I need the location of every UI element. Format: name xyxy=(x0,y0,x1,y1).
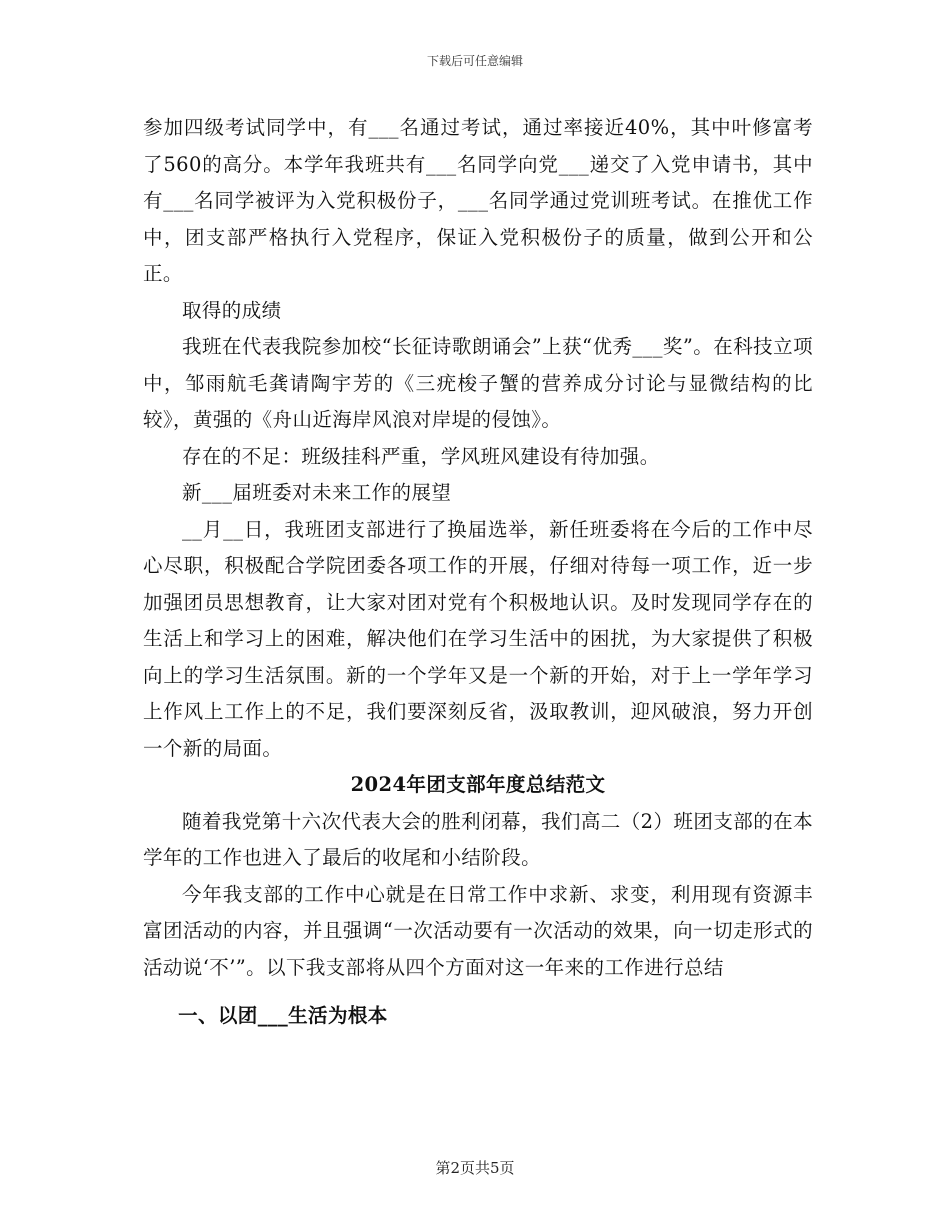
section-heading-1: 一、以团___生活为根本 xyxy=(178,1004,388,1027)
page-number: 第2页共5页 xyxy=(435,1159,515,1177)
subheading-outlook: 新___届班委对未来工作的展望 xyxy=(182,481,452,504)
paragraph-work-focus: 今年我支部的工作中心就是在日常工作中求新、求变，利用现有资源丰富团活动的内容，并且强调“一次活动要有一次活动的效果，向一切走形式的活动说‘不’”。以下我支部将从四个方面对这一年来的工作进行总结 xyxy=(143,882,813,979)
paragraph-intro: 随着我党第十六次代表大会的胜利闭幕，我们高二（2）班团支部的在本学年的工作也进入了最后的收尾和小结阶段。 xyxy=(143,809,813,869)
paragraph-outlook: __月__日，我班团支部进行了换届选举，新任班委将在今后的工作中尽心尽职，积极配合学院团委各项工作的开展，仔细对待每一项工作，近一步加强团员思想教育，让大家对团对党有个积极地认识。及时发现同学存在的生活上和学习上的困难，解决他们在学习生活中的困扰，为大家提供了积极向上的学习生活氛围。新的一个学年又是一个新的开始，对于上一学年学习上作风上工作上的不足，我们要深刻反省，汲取教训，迎风破浪，努力开创一个新的局面。 xyxy=(143,517,813,760)
page-header: 下载后可任意编辑 xyxy=(426,54,523,68)
subheading-achievements: 取得的成绩 xyxy=(182,298,282,322)
paragraph-shortcomings: 存在的不足：班级挂科严重，学风班风建设有待加强。 xyxy=(182,444,660,468)
paragraph-membership: 参加四级考试同学中，有___名通过考试，通过率接近40%，其中叶修富考了560的高分。本学年我班共有___名同学向党___递交了入党申请书，其中有___名同学被评为入党积极份子，___名同学通过党训班考试。在推优工作中，团支部严格执行入党程序，保证入党积极份子的质量，做到公开和公正。 xyxy=(143,116,813,285)
document-body xyxy=(143,110,813,1035)
paragraph-achievements: 我班在代表我院参加校“长征诗歌朗诵会”上获“优秀___奖”。在科技立项中，邹雨航毛龚请陶宇芳的《三疣梭子蟹的营养成分讨论与显微结构的比较》，黄强的《舟山近海岸风浪对岸堤的侵蚀》。 xyxy=(143,335,813,431)
section-title: 2024年团支部年度总结范文 xyxy=(350,773,606,796)
